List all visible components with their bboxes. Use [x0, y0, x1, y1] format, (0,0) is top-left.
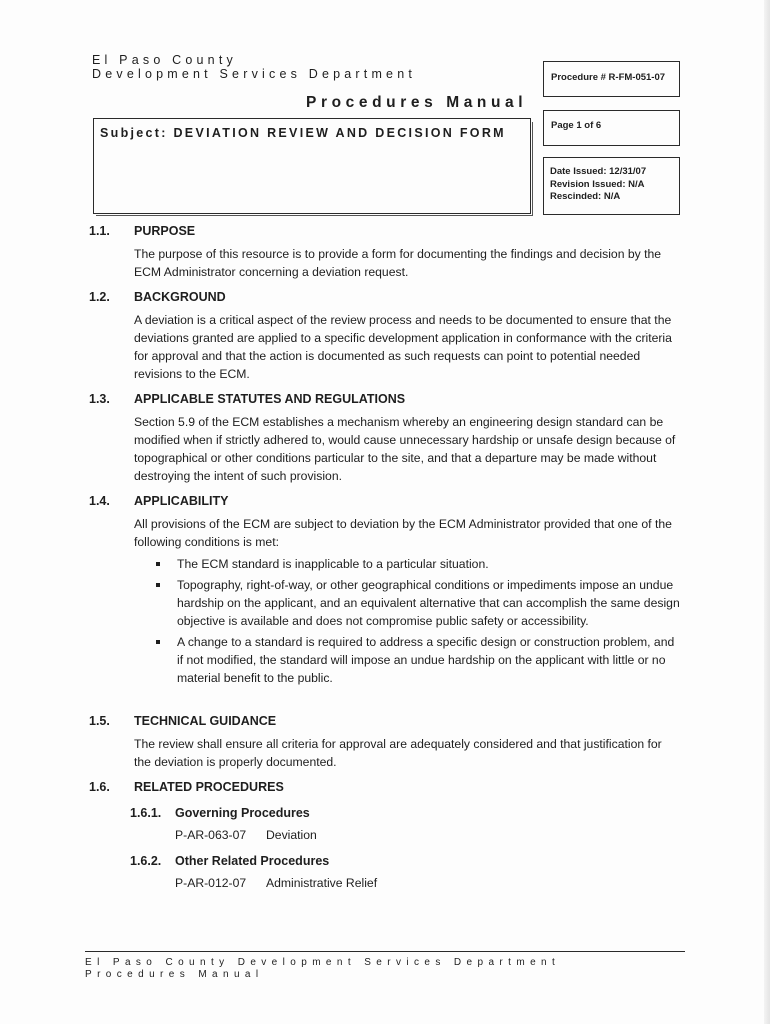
- procedure-reference-code: P-AR-012-07: [175, 876, 247, 890]
- footer-org: El Paso County Development Services Department: [85, 957, 561, 968]
- procedure-number-box: [543, 61, 680, 97]
- procedure-reference-name: Administrative Relief: [266, 876, 378, 890]
- section-title-related-procedures: RELATED PROCEDURES: [134, 780, 284, 794]
- subsection-title-governing: Governing Procedures: [175, 806, 310, 820]
- department-name: Development Services Department: [92, 67, 417, 81]
- revision-issued: Revision Issued: N/A: [550, 178, 645, 190]
- section-title-purpose: PURPOSE: [134, 224, 196, 238]
- manual-title: Procedures Manual: [306, 94, 528, 111]
- rescinded: Rescinded: N/A: [550, 191, 621, 202]
- section-number: 1.1.: [89, 224, 110, 238]
- list-item: [156, 633, 681, 687]
- date-issued: Date Issued: 12/31/07: [550, 166, 647, 177]
- issue-info-box: [543, 157, 680, 215]
- bullet-icon: [156, 562, 160, 566]
- subsection-title-other-related: Other Related Procedures: [175, 854, 330, 868]
- list-item-text: Topography, right-of-way, or other geographical conditions or impediments impose an undue hardship on the applicant, and an equivalent alternative that can accomplish the same design objective is available and does not compromise public safety or accessibility.: [177, 578, 680, 628]
- section-text-technical-guidance: The review shall ensure all criteria for approval are adequately considered and that justification for the deviation is properly documented.: [134, 737, 662, 769]
- section-number: 1.3.: [89, 392, 110, 406]
- applicability-conditions-list: [156, 555, 681, 690]
- bullet-icon: [156, 583, 160, 587]
- procedure-number: Procedure # R-FM-051-07: [551, 72, 666, 83]
- procedure-reference-name: Deviation: [266, 828, 317, 842]
- subsection-number: 1.6.1.: [130, 806, 162, 820]
- page-info: Page 1 of 6: [551, 120, 602, 131]
- list-item: [156, 576, 681, 630]
- list-item: [156, 555, 681, 573]
- section-title-background: BACKGROUND: [134, 290, 226, 304]
- bullet-icon: [156, 640, 160, 644]
- section-number: 1.6.: [89, 780, 110, 794]
- list-item-text: A change to a standard is required to address a specific design or construction problem, and if not modified, the standard will impose an undue hardship on the applicant with little or no material benefit to the public.: [177, 635, 675, 685]
- footer-manual: Procedures Manual: [85, 969, 264, 980]
- section-number: 1.5.: [89, 714, 110, 728]
- footer-divider: [85, 951, 685, 952]
- subsection-number: 1.6.2.: [130, 854, 162, 868]
- scan-edge: [764, 0, 770, 1024]
- section-text-background: A deviation is a critical aspect of the review process and needs to be documented to ensure that the deviations granted are applied to a specific development application in conformance with the criteria for approval and that the action is documented as such requests can point to potential needed revisions to the ECM.: [134, 313, 672, 381]
- section-text-applicability: All provisions of the ECM are subject to deviation by the ECM Administrator provided that one of the following conditions is met:: [134, 517, 672, 549]
- subject-title: Subject: DEVIATION REVIEW AND DECISION FORM: [100, 126, 506, 140]
- page-info-box: [543, 110, 680, 146]
- section-title-applicability: APPLICABILITY: [134, 494, 229, 508]
- section-text-statutes: Section 5.9 of the ECM establishes a mechanism whereby an engineering design standard can be modified when if strictly adhered to, would cause unnecessary hardship or unsafe design because of topographical or other conditions particular to the site, and that a departure may be made without destroying the intent of such provision.: [134, 415, 676, 483]
- section-number: 1.2.: [89, 290, 110, 304]
- list-item-text: The ECM standard is inapplicable to a particular situation.: [177, 557, 489, 571]
- org-name: El Paso County: [92, 53, 237, 67]
- section-title-statutes: APPLICABLE STATUTES AND REGULATIONS: [134, 392, 406, 406]
- procedure-reference-code: P-AR-063-07: [175, 828, 247, 842]
- section-title-technical-guidance: TECHNICAL GUIDANCE: [134, 714, 277, 728]
- section-text-purpose: The purpose of this resource is to provide a form for documenting the findings and decision by the ECM Administrator concerning a deviation request.: [134, 247, 662, 279]
- section-number: 1.4.: [89, 494, 110, 508]
